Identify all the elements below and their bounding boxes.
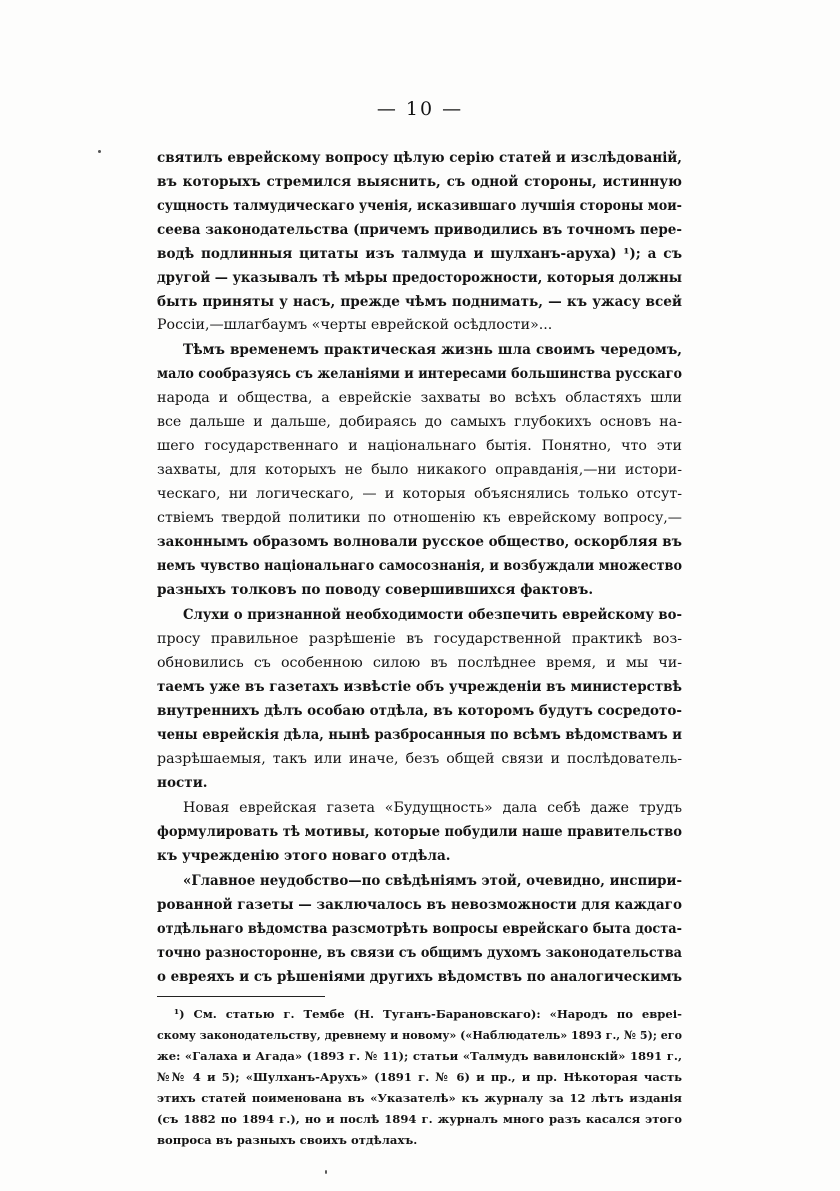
text-line: точно разносторонне, въ связи съ общимъ духомъ законодательства [157,945,683,961]
text-line: «Главное неудобство—по свѣдѣніямъ этой, очевидно, инспири- [183,873,683,889]
text-line: водѣ подлинныя цитаты изъ талмуда и шулханъ-аруха) ¹); а съ [157,246,682,262]
text-line: разрѣшаемыя, такъ или иначе, безъ общей связи и послѣдователь- [157,751,682,767]
footnote-line: этихъ статей поименована въ «Указателѣ» къ журналу за 12 лѣтъ изданія [157,1091,682,1105]
text-line: внутреннихъ дѣлъ особаю отдѣла, въ которомъ будутъ сосредото- [157,703,682,719]
text-line: отдѣльнаго вѣдомства разсмотрѣть вопросы еврейскаго быта доста- [157,921,682,937]
text-line: законнымъ образомъ волновали русское общество, оскорбляя въ [157,534,682,550]
text-line: святилъ еврейскому вопросу цѣлую серію статей и изслѣдованій, [157,150,682,166]
scan-speck [325,1170,327,1174]
footnote-line: же: «Галаха и Агада» (1893 г. № 11); статьи «Талмудъ вавилонскій» 1891 г., [157,1049,682,1063]
text-line: быть приняты у насъ, прежде чѣмъ поднимать, — къ ужасу всей [157,294,682,310]
text-line: захваты, для которыхъ не было никакого оправданія,—ни истори- [157,462,682,478]
page-number: — 10 — [376,98,464,120]
text-line: разныхъ толковъ по поводу совершившихся фактовъ. [157,582,594,598]
text-line: мало сообразуясь съ желаніями и интересами большинства русскаго [157,366,682,382]
text-line: сущность талмудическаго ученія, исказившаго лучшія стороны мои- [157,198,682,214]
text-line: ческаго, ни логическаго, — и которыя объяснялись только отсут- [157,486,682,502]
footnote-line: скому законодательству, древнему и новому» («Наблюдатель» 1893 г., № 5); его [157,1028,682,1042]
footnote-line: (съ 1882 по 1894 г.), но и послѣ 1894 г. журналъ много разъ касался этого [157,1112,682,1126]
text-line: обновились съ особенною силою въ послѣднее время, и мы чи- [157,655,682,671]
text-line: о евреяхъ и съ рѣшеніями другихъ вѣдомствъ по аналогическимъ [157,969,683,985]
text-line: чены еврейскія дѣла, нынѣ разбросанныя по всѣмъ вѣдомствамъ и [157,727,682,743]
text-line: въ которыхъ стремился выяснить, съ одной стороны, истинную [157,174,682,190]
text-line: другой — указывалъ тѣ мѣры предосторожности, которыя должны [157,270,682,286]
footnote-line: №№ 4 и 5); «Шулханъ-Арухъ» (1891 г. № 6) и пр., и пр. Нѣкоторая часть [157,1070,682,1084]
text-line: Россіи,—шлагбаумъ «черты еврейской осѣдлости»... [157,317,553,333]
footnote-line: вопроса въ разныхъ своихъ отдѣлахъ. [157,1133,418,1147]
text-line: формулировать тѣ мотивы, которые побудили наше правительство [157,824,682,840]
scan-speck [98,150,101,153]
text-line: ствіемъ твердой политики по отношенію къ еврейскому вопросу,— [157,510,682,526]
text-line: ности. [157,775,208,791]
text-line: таемъ уже въ газетахъ извѣстіе объ учрежденіи въ министерствѣ [157,679,683,695]
text-line: къ учрежденію этого новаго отдѣла. [157,848,451,864]
text-line: рованной газеты — заключалось въ невозможности для каждаго [157,897,683,913]
text-line: народа и общества, а еврейскіе захваты во всѣхъ областяхъ шли [157,390,682,406]
footnote-line: ¹) См. статью г. Тембе (Н. Туганъ-Барановскаго): «Народъ по евреі- [174,1007,682,1021]
text-line: просу правильное разрѣшеніе въ государственной практикѣ воз- [157,631,682,647]
text-line: Слухи о признанной необходимости обезпечить еврейскому во- [183,607,682,623]
text-line: Новая еврейская газета «Будущность» дала себѣ даже трудъ [183,800,682,816]
text-line: немъ чувство національнаго самосознанія, и возбуждали множество [157,558,683,574]
footnote-rule [157,996,325,997]
text-line: сеева законодательства (причемъ приводились въ точномъ пере- [157,222,683,238]
text-line: все дальше и дальше, добираясь до самыхъ глубокихъ основъ на- [157,414,682,430]
text-line: Тѣмъ временемъ практическая жизнь шла своимъ чередомъ, [183,342,682,358]
text-line: шего государственнаго и національнаго бытія. Понятно, что эти [157,438,682,454]
